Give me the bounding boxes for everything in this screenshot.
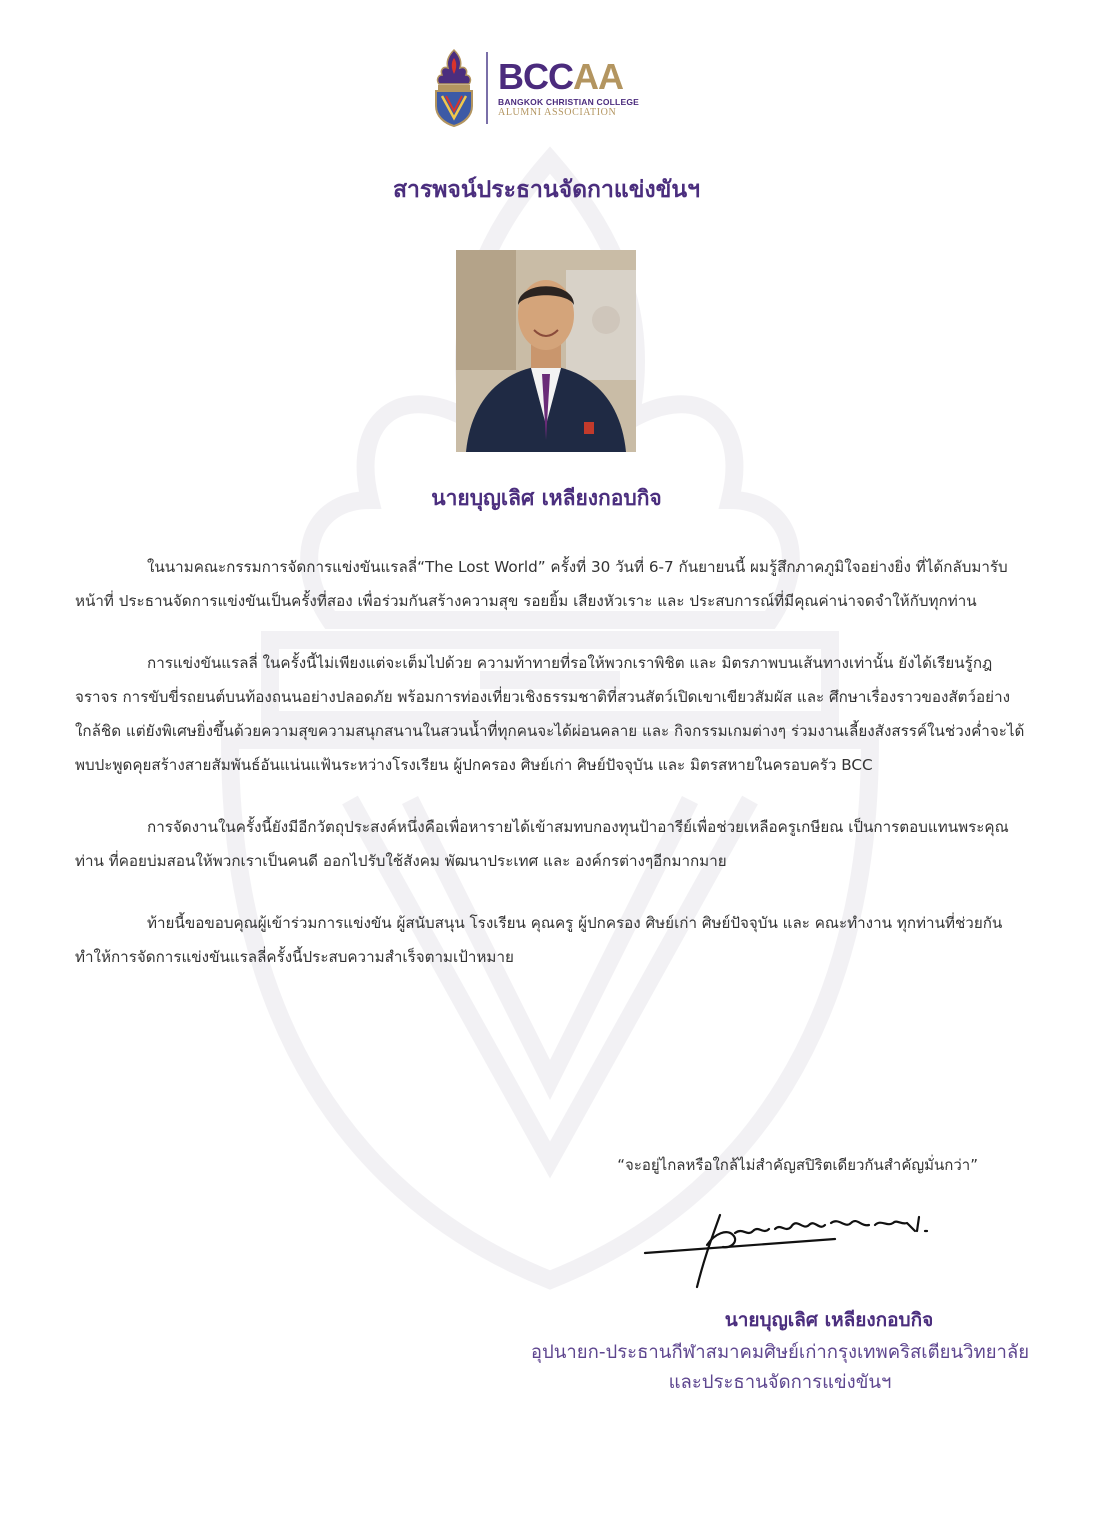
logo-divider — [486, 52, 488, 124]
logo-main-text — [498, 55, 639, 97]
page-title: สารพจน์ประธานจัดกาแข่งขันฯ — [392, 177, 701, 203]
signer-position-line2: และประธานจัดการแข่งขันฯ — [668, 1372, 892, 1393]
logo-subtitle-college: BANGKOK CHRISTIAN COLLEGE — [498, 96, 639, 107]
portrait-illustration — [456, 250, 636, 452]
person-name: นายบุญเลิศ เหลียงกอบกิจ — [431, 486, 662, 510]
paragraph: การแข่งขันแรลลี่ ในครั้งนี้ไม่เพียงแต่จะเต็มไปด้วย ความท้าทายที่รอให้พวกเราพิชิต และ มิตรภาพบนเส้นทางเท่านั้น ยังได้เรียนรู้กฎจราจร การขับขี่รถยนต์บนท้องถนนอย่างปลอดภัย พร้อมการท่องเที่ยวเชิงธรรมชาติที่สวนสัตว์เปิดเขาเขียวสัมผัส และ ศึกษาเรื่องราวของสัตว์อย่างใกล้ชิด แต่ยังพิเศษยิ่งขึ้นด้วยความสุขความสนุกสนานในสวนน้ำที่ทุกคนจะได้ผ่อนคลาย และ กิจกรรมเกมต่างๆ ร่วมงานเลี้ยงสังสรรค์ในช่วงค่ำจะได้พบปะพูดคุยสร้างสายสัมพันธ์อันแน่นแฟ้นระหว่างโรงเรียน ผู้ปกครอง ศิษย์เก่า ศิษย์ปัจจุบัน และ มิตรสหายในครอบครัว BCC — [75, 654, 1025, 774]
portrait-photo — [456, 250, 636, 452]
logo-bcc: BCC — [498, 55, 573, 97]
handwritten-signature — [635, 1205, 955, 1295]
paragraph: การจัดงานในครั้งนี้ยังมีอีกวัตถุประสงค์หนึ่งคือเพื่อหารายได้เข้าสมทบกองทุนป้าอารีย์เพื่อช่วยเหลือครูเกษียณ เป็นการตอบแทนพระคุณท่าน ที่คอยบ่มสอนให้พวกเราเป็นคนดี ออกไปรับใช้สังคม พัฒนาประเทศ และ องค์กรต่างๆอีกมากมาย — [75, 818, 1009, 870]
signer-position-line1: อุปนายก-ประธานกีฬาสมาคมศิษย์เก่ากรุงเทพคริสเตียนวิทยาลัย — [530, 1342, 1030, 1363]
logo-wordmark — [498, 55, 639, 118]
paragraph: ในนามคณะกรรมการจัดการแข่งขันแรลลี่“The Lost World” ครั้งที่ 30 วันที่ 6-7 กันยายนนี้ ผมรู้สึกภาคภูมิใจอย่างยิ่ง ที่ได้กลับมารับหน้าที่ ประธานจัดการแข่งขันเป็นครั้งที่สอง เพื่อร่วมกันสร้างความสุข รอยยิ้ม เสียงหัวเราะ และ ประสบการณ์ที่มีคุณค่าน่าจดจำให้กับทุกท่าน — [75, 558, 1008, 610]
logo-aa: AA — [573, 55, 623, 97]
closing-quote: “จะอยู่ไกลหรือใกล้ไม่สำคัญสปิริตเดียวกันสำคัญมั่นกว่า” — [617, 1156, 978, 1174]
signer-name: นายบุญเลิศ เหลียงกอบกิจ — [724, 1309, 934, 1331]
signer-position — [480, 1338, 1080, 1398]
paragraph: ท้ายนี้ขอขอบคุณผู้เข้าร่วมการแข่งขัน ผู้สนับสนุน โรงเรียน คุณครู ผู้ปกครอง ศิษย์เก่า ศิษย์ปัจจุบัน และ คณะทำงาน ทุกท่านที่ช่วยกันทำให้การจัดการแข่งขันแรลลี่ครั้งนี้ประสบความสำเร็จตามเป้าหมาย — [75, 914, 1003, 966]
logo-subtitle-association: ALUMNI ASSOCIATION — [498, 106, 617, 118]
school-crest-icon — [430, 48, 478, 128]
message-body — [75, 550, 1030, 1002]
header-logo — [430, 46, 670, 130]
